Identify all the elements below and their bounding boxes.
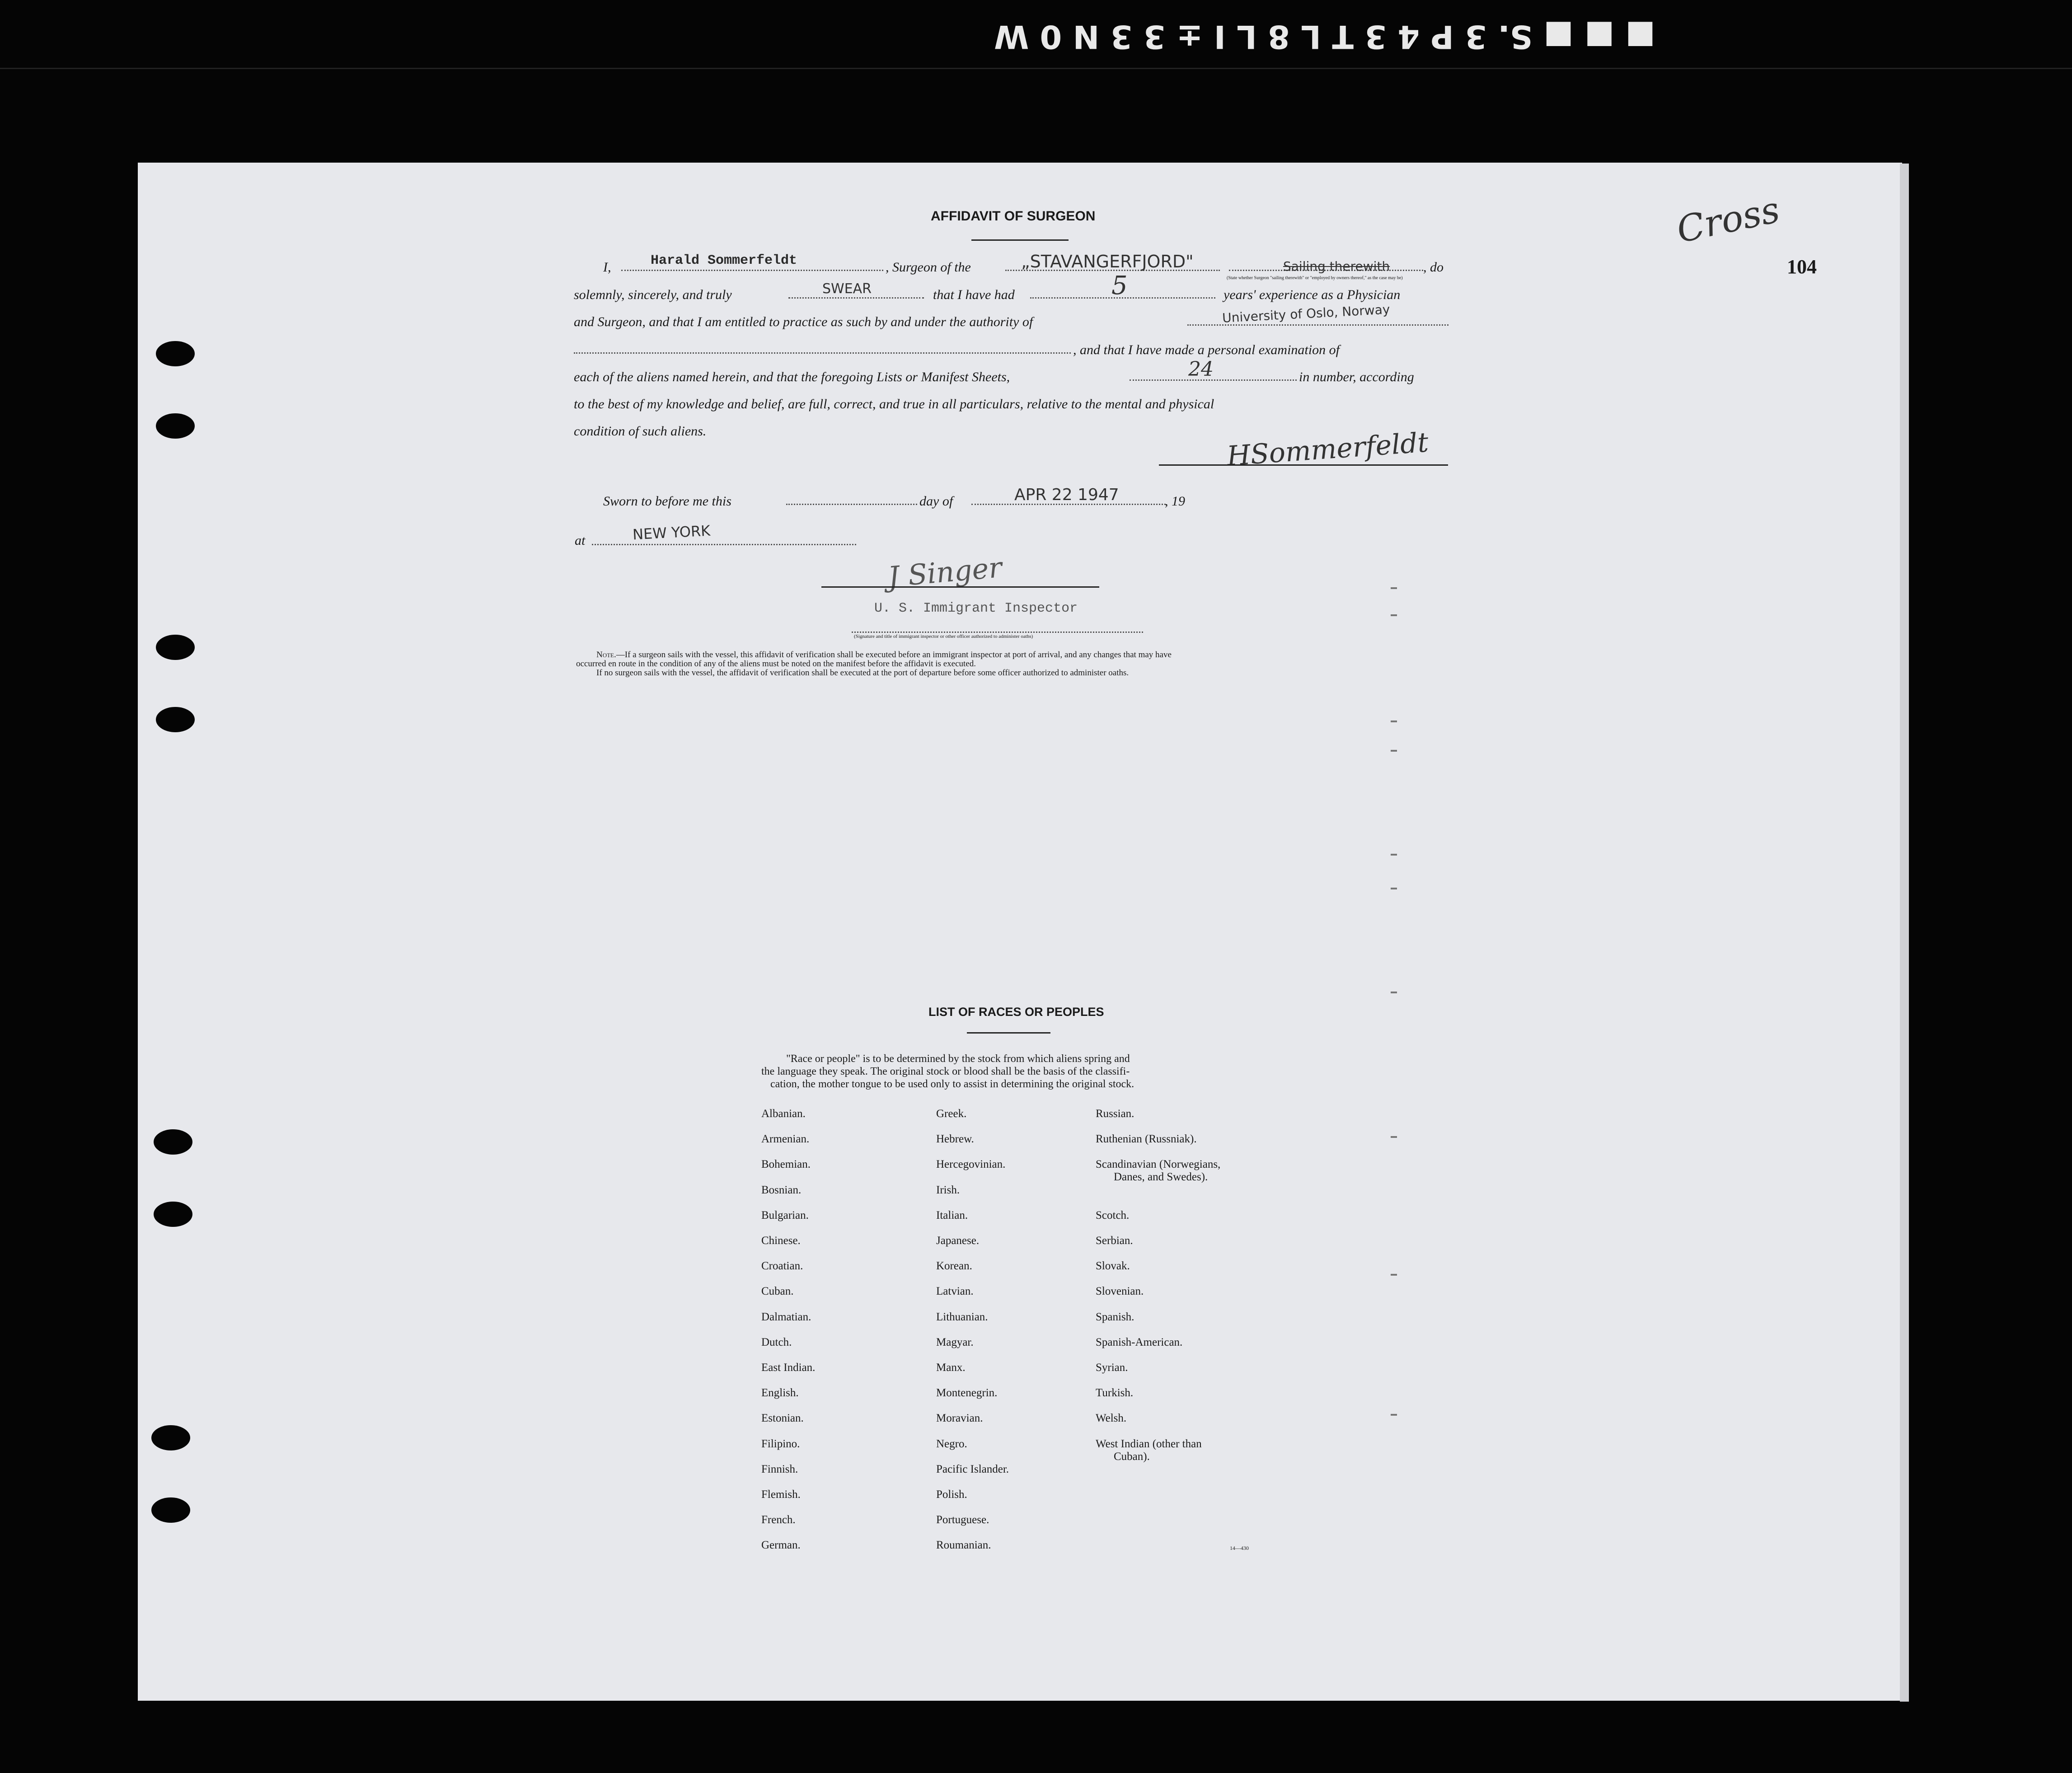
sworn-prefix: Sworn to before me this — [603, 494, 731, 509]
race-item: Albanian. — [761, 1108, 806, 1120]
surgeon-signature: HSommerfeldt — [1226, 426, 1430, 472]
margin-tick — [1391, 888, 1397, 889]
race-item: Montenegrin. — [936, 1387, 998, 1399]
race-item: Slovak. — [1096, 1260, 1130, 1272]
race-item: Hebrew. — [936, 1133, 974, 1146]
race-item: Flemish. — [761, 1488, 801, 1501]
race-item: Filipino. — [761, 1437, 800, 1450]
race-item: Armenian. — [761, 1133, 810, 1146]
race-item: Cuban). — [1114, 1450, 1150, 1463]
note-line1: —If a surgeon sails with the vessel, this affidavit of verification shall be executed before an immigrant inspector at port of arrival, and any changes that may have — [616, 650, 1172, 660]
surgeon-name-field — [621, 270, 883, 271]
affidavit-line4-suffix: , and that I have made a personal examination of — [1073, 342, 1340, 357]
race-item: Croatian. — [761, 1260, 803, 1272]
race-item: Slovenian. — [1096, 1285, 1144, 1298]
race-item: West Indian (other than — [1096, 1437, 1202, 1450]
affidavit-line1-mid: , Surgeon of the — [886, 260, 971, 275]
race-item: Latvian. — [936, 1285, 974, 1298]
race-item: Polish. — [936, 1488, 967, 1501]
oath-word: SWEAR — [822, 281, 872, 297]
title-underline — [971, 239, 1069, 241]
race-item: Estonian. — [761, 1412, 804, 1425]
film-edge-line — [0, 68, 2072, 69]
race-item: Bosnian. — [761, 1184, 802, 1196]
margin-tick — [1391, 854, 1397, 856]
margin-tick — [1391, 587, 1397, 589]
race-item: Italian. — [936, 1209, 968, 1221]
sworn-date: APR 22 1947 — [1014, 486, 1119, 504]
races-intro-line1: "Race or people" is to be determined by the stock from which aliens spring and — [786, 1053, 1130, 1065]
sailing-status: Sailing therewith — [1283, 259, 1390, 274]
oath-word-field — [788, 297, 924, 299]
races-intro-line2: the language they speak. The original stock or blood shall be the basis of the classifi- — [761, 1066, 1130, 1077]
affidavit-note — [576, 650, 1450, 678]
ship-name: „STAVANGERFJORD" — [1021, 252, 1194, 271]
race-item: Lithuanian. — [936, 1310, 988, 1323]
binder-hole — [156, 413, 195, 439]
margin-tick — [1391, 1136, 1397, 1138]
race-item: French. — [761, 1514, 796, 1526]
binder-hole — [151, 1497, 190, 1523]
affidavit-line6: to the best of my knowledge and belief, are full, correct, and true in all particulars, relative to the mental and physical — [574, 397, 1214, 412]
race-item: Negro. — [936, 1437, 967, 1450]
race-item: Syrian. — [1096, 1361, 1128, 1374]
page-edge-strip — [1900, 164, 1909, 1702]
binder-hole — [156, 635, 195, 660]
race-item: Greek. — [936, 1108, 967, 1120]
form-code: 14—430 — [1230, 1545, 1249, 1551]
authority: University of Oslo, Norway — [1222, 302, 1391, 326]
race-item: Serbian. — [1096, 1235, 1133, 1247]
race-item: Turkish. — [1096, 1387, 1134, 1399]
page-number: 104 — [1787, 256, 1817, 278]
race-item: Portuguese. — [936, 1514, 989, 1526]
race-item: Spanish-American. — [1096, 1336, 1183, 1348]
margin-tick — [1391, 992, 1397, 993]
affidavit-title: AFFIDAVIT OF SURGEON — [931, 209, 1096, 224]
sworn-suffix: , 19 — [1165, 494, 1185, 509]
binder-hole — [154, 1202, 192, 1227]
affidavit-line1-prefix: I, — [603, 260, 611, 275]
affidavit-line3-prefix: and Surgeon, and that I am entitled to practice as such by and under the authority of — [574, 314, 1033, 329]
race-item: Chinese. — [761, 1235, 801, 1247]
authority-field-continued — [574, 352, 1071, 354]
race-item: Manx. — [936, 1361, 966, 1374]
binder-hole — [156, 707, 195, 732]
race-item: Magyar. — [936, 1336, 974, 1348]
document-page — [138, 163, 1902, 1701]
surgeon-name: Harald Sommerfeldt — [651, 253, 797, 268]
inspector-signature: J Singer — [886, 551, 1003, 594]
race-item: English. — [761, 1387, 799, 1399]
affidavit-line2-prefix: solemnly, sincerely, and truly — [574, 287, 732, 302]
race-item: Hercegovinian. — [936, 1158, 1006, 1171]
years-value: 5 — [1111, 271, 1128, 300]
inspector-signature-line — [821, 586, 1099, 588]
affidavit-line7: condition of such aliens. — [574, 424, 707, 439]
affidavit-line5-suffix: in number, according — [1299, 370, 1414, 384]
binder-hole — [154, 1129, 192, 1155]
race-item: Pacific Islander. — [936, 1463, 1009, 1475]
binder-hole — [156, 341, 195, 366]
margin-tick — [1391, 750, 1397, 752]
race-item: Russian. — [1096, 1108, 1134, 1120]
race-item: Bulgarian. — [761, 1209, 809, 1221]
inspector-caption: (Signature and title of immigrant inspector or other officer authorized to administer oaths) — [854, 634, 1033, 639]
race-item: Scandinavian (Norwegians, — [1096, 1158, 1221, 1171]
race-item: Roumanian. — [936, 1539, 991, 1552]
corner-note: Cross — [1673, 188, 1783, 251]
races-title: LIST OF RACES OR PEOPLES — [928, 1005, 1104, 1019]
sheets-count: 24 — [1188, 358, 1214, 381]
race-item: Cuban. — [761, 1285, 794, 1298]
affidavit-line1-suffix: , do — [1423, 260, 1444, 275]
race-item: Dutch. — [761, 1336, 792, 1348]
race-item: Dalmatian. — [761, 1310, 811, 1323]
film-edge-marks: ■ ■ ■ S. 3 P 4 3 T L 8 L I ± 3 3 N 0 W — [994, 18, 1655, 55]
inspector-title: U. S. Immigrant Inspector — [874, 601, 1078, 616]
at-place: NEW YORK — [632, 522, 711, 543]
race-item: Ruthenian (Russniak). — [1096, 1133, 1197, 1146]
race-item: Welsh. — [1096, 1412, 1127, 1425]
affidavit-line2-suffix: years' experience as a Physician — [1224, 287, 1401, 302]
races-intro — [761, 1053, 1134, 1090]
affidavit-line2-mid: that I have had — [933, 287, 1015, 302]
at-place-field — [592, 544, 856, 545]
race-item: Japanese. — [936, 1235, 980, 1247]
race-item: Spanish. — [1096, 1310, 1134, 1323]
note-label: Note. — [596, 650, 616, 660]
races-title-underline — [967, 1032, 1050, 1034]
sworn-day-field — [786, 504, 917, 505]
note-line3: If no surgeon sails with the vessel, the affidavit of verification shall be executed at the port of departure before some officer authorized to administer oaths. — [596, 668, 1129, 678]
race-item: Bohemian. — [761, 1158, 811, 1171]
race-item: Scotch. — [1096, 1209, 1130, 1221]
race-item: Danes, and Swedes). — [1114, 1171, 1208, 1184]
at-label: at — [575, 533, 586, 548]
race-item: Finnish. — [761, 1463, 798, 1475]
margin-tick — [1391, 1414, 1397, 1416]
margin-tick — [1391, 1274, 1397, 1276]
race-item: Korean. — [936, 1260, 972, 1272]
margin-tick — [1391, 720, 1397, 722]
sworn-mid: day of — [919, 494, 953, 509]
binder-hole — [151, 1425, 190, 1450]
races-intro-line3: cation, the mother tongue to be used only to assist in determining the original stock. — [770, 1078, 1134, 1090]
affidavit-line5-prefix: each of the aliens named herein, and that the foregoing Lists or Manifest Sheets, — [574, 370, 1010, 384]
note-line2: occurred en route in the condition of any of the aliens must be noted on the manifest before the affidavit is executed. — [576, 659, 976, 669]
sailing-note: (State whether Surgeon "sailing therewith" or "employed by owners thereof," as the case may be) — [1227, 276, 1403, 281]
race-item: German. — [761, 1539, 801, 1552]
surgeon-signature-line — [1159, 464, 1448, 466]
race-item: Irish. — [936, 1184, 960, 1196]
race-item: East Indian. — [761, 1361, 816, 1374]
inspector-field — [852, 632, 1143, 633]
race-item: Moravian. — [936, 1412, 983, 1425]
margin-tick — [1391, 614, 1397, 616]
